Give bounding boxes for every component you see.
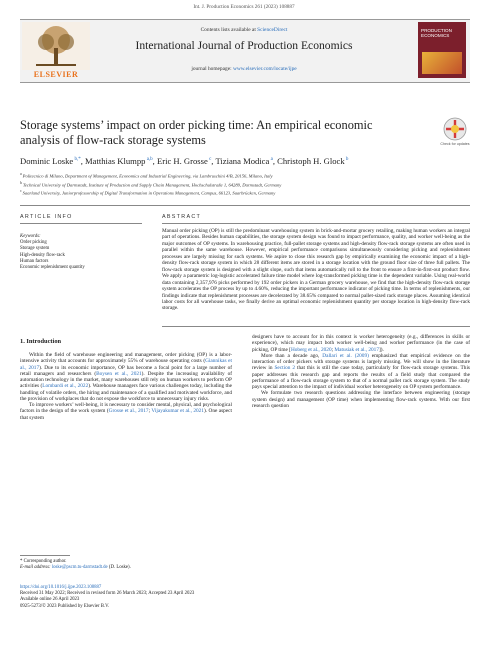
citation-link[interactable]: Dallari et al. (2009) <box>322 352 369 359</box>
journal-cover-image <box>418 22 466 78</box>
author-separator: , <box>211 156 216 166</box>
article-title: Storage systems’ impact on order picking time: An empirical economic analysis of flow-rack storage systems <box>20 118 373 147</box>
corresponding-author-note: * Corresponding author. <box>20 559 67 564</box>
paragraph-text: emphasized that empirical evidence on the interaction of order pickers with storage systems is largely missing. We will show in the literature review in <box>252 352 470 372</box>
author-affiliation-marker: b <box>344 157 349 163</box>
paragraph-text: More than a decade ago, <box>261 352 323 359</box>
homepage-prefix: journal homepage: <box>191 66 233 72</box>
citation-link[interactable]: Grosse et al., 2017 <box>108 408 149 415</box>
contents-prefix: Contents lists available at <box>200 27 258 33</box>
email-note <box>20 565 320 571</box>
paragraph-text: Within the field of warehouse engineering and management, order picking (OP) is a labor-intensive activity that accounts for approximately 55% of warehouse operating costs ( <box>20 352 232 365</box>
affiliation-list <box>20 171 470 197</box>
copyright-line: 0925-5273/© 2023 Published by Elsevier B.V. <box>20 603 110 609</box>
paragraph-text: ; <box>148 408 152 415</box>
keyword-item: High-density flow-rack <box>20 252 65 258</box>
email-prefix: E-mail address: <box>20 565 52 571</box>
paragraph-text: ; <box>331 346 335 353</box>
contents-availability <box>96 27 392 33</box>
paragraph-text: We formulate two research questions addressing the interface between engineering (storage system design) and management (OP time) when implementing flow-rack systems. With our first research question <box>252 390 470 409</box>
journal-homepage <box>96 66 392 72</box>
author-name[interactable]: Christoph H. Glock <box>277 156 345 166</box>
paragraph-text: designers have to account for in this context is worker heterogeneity (e.g., differences in skills or experience), which may impact both worker well-being and worker performance (in the case of picking, OP time [ <box>252 334 470 353</box>
journal-name: International Journal of Production Economics <box>135 39 353 52</box>
affiliation-item <box>20 188 470 197</box>
article-info-label: ARTICLE INFO <box>20 214 73 220</box>
affiliation-text: Technical University of Darmstadt, Institute of Production and Supply Chain Management, Hochschulstraße 1, 64289, Darmstadt, Germany <box>22 182 282 188</box>
body-column-left <box>20 352 232 421</box>
footnote-divider <box>20 555 70 556</box>
publisher-name: ELSEVIER <box>33 70 79 79</box>
affiliation-item <box>20 171 470 180</box>
paragraph-text: ). Despite the increasing availability of automation technology in the market, many warehouses still rely on human workers to perform OP activities ( <box>20 370 232 390</box>
paragraph-text: that this is still the case today, particularly for flow-rack storage systems. This paper addresses this research gap and reports the results of a field study that compared the performance of a flow-rack storage system to that of a normal pallet rack storage system. The study pays special attention to the impact of individual worker heterogeneity on OP system performance. <box>252 365 470 390</box>
paragraph-text: To improve workers’ well-being, it is necessary to consider mental, physical, and psychological factors in the design of the work system ( <box>20 402 232 415</box>
footnotes <box>20 559 320 571</box>
article-history <box>20 585 320 610</box>
citation-link[interactable]: Boysen et al., 2021 <box>96 370 142 377</box>
author-affiliation-marker: b,* <box>73 157 81 163</box>
author-affiliation-marker: a,b <box>145 157 153 163</box>
email-link[interactable]: loske@pscm.tu-darmstadt.de <box>51 565 108 571</box>
author-name[interactable]: Matthias Klumpp <box>85 156 146 166</box>
affiliation-text: Saarland University, Juniorprofessorship of Digital Transformation in Operations Management, Campus, 66123, Saarbrücken, Germany <box>22 191 276 196</box>
available-online: Available online 26 April 2023 <box>20 597 80 603</box>
citation-link[interactable]: Lombardi et al., 2022 <box>42 383 89 390</box>
citation-link[interactable]: Matusiak et al., 2017 <box>334 346 379 353</box>
keyword-item: Economic replenishment quantity <box>20 265 85 271</box>
paragraph-text: ). Due to its economic importance, OP has become a focal point for a large number of retail managers and researchers ( <box>20 364 232 377</box>
crossmark-label: Check for updates <box>440 142 470 146</box>
citation-link[interactable]: Section 2 <box>274 365 295 372</box>
doi-link[interactable]: https://doi.org/10.1016/j.ijpe.2023.108887 <box>20 585 102 590</box>
sciencedirect-link[interactable]: ScienceDirect <box>257 27 288 33</box>
introduction-heading: 1. Introduction <box>20 338 62 345</box>
author-separator: , <box>80 156 86 166</box>
keyword-item: Storage system <box>20 246 50 252</box>
citation-link[interactable]: Giannikas et al., 2017 <box>20 358 233 371</box>
homepage-link[interactable]: www.elsevier.com/locate/ijpe <box>232 66 297 72</box>
abstract-label: ABSTRACT <box>162 214 202 220</box>
author-affiliation-marker: c <box>207 157 212 163</box>
paragraph <box>252 334 470 353</box>
paragraph-text: ]). <box>378 346 384 353</box>
author-name[interactable]: Eric H. Grosse <box>156 156 208 166</box>
affiliation-marker: a <box>20 172 23 176</box>
cover-art <box>422 52 462 74</box>
citation-link[interactable]: Vijayakumar et al., 2021 <box>151 408 204 415</box>
affiliation-marker: b <box>20 180 23 185</box>
divider <box>20 223 142 224</box>
paragraph <box>20 402 232 421</box>
journal-reference: Int. J. Production Economics 261 (2023) 108887 <box>193 4 295 10</box>
author-list <box>20 156 470 166</box>
affiliation-text: Politecnico di Milano, Department of Management, Economics and Industrial Engineering, via Lambruschini 4/B, 20156, Milano, Italy <box>22 173 273 179</box>
paragraph <box>20 352 232 402</box>
divider <box>162 326 470 327</box>
author-name[interactable]: Tiziana Modica <box>215 156 270 166</box>
affiliation-item <box>20 180 470 189</box>
keywords-heading: Keywords: <box>20 234 41 239</box>
cover-title: PRODUCTION ECONOMICS <box>421 28 452 39</box>
keyword-list <box>20 234 142 271</box>
author-affiliation-marker: a <box>269 157 273 163</box>
divider <box>162 223 470 224</box>
keyword-item: Order picking <box>20 240 47 246</box>
keyword-item: Human factors <box>20 258 49 264</box>
paragraph <box>252 390 470 409</box>
paragraph-text: ). One aspect that system <box>20 408 233 421</box>
author-name[interactable]: Dominic Loske <box>20 156 74 166</box>
body-column-right <box>252 334 470 409</box>
author-separator: , <box>272 156 278 166</box>
paragraph <box>252 353 470 391</box>
citation-link[interactable]: Hoberg et al., 2020 <box>290 346 332 353</box>
received-dates: Received 31 May 2022; Received in revised form 26 March 2023; Accepted 23 April 2023 <box>20 591 195 597</box>
email-suffix: (D. Loske). <box>107 565 131 571</box>
affiliation-marker: c <box>20 189 23 194</box>
divider <box>20 205 470 206</box>
abstract-body: Manual order picking (OP) is still the predominant warehousing system in brick-and-mortar grocery retailing, making human workers an integral part of operations. Besides human capabilities, the storage system design was found to impact performance, quality, and worker well-being as the major outcomes of OP systems. In warehousing practice, full-pallet storage systems and high-density flow-rack storage systems are often used in parallel within the same warehouse. However, empirical performance comparisons simultaneously considering picking and replenishment processes are largely missing for such systems. We aspire to close this research gap by empirically examining the economic impact of a high-density flow-rack storage system in which 28 different items are stored in a storage location with the ground floor size of three full pallets. The flow-rack storage system is designed with a slight slope, such that items automatically roll to the front to ensure a first-in-first-out product flow. We apply a parametric log-logistic accelerated failure time model where log-transformed picking time is the dependent variable. Using real-world data containing 2,357,976 picks performed by 192 order pickers in a German grocery warehouse, we find that the high-density flow-rack storage system accelerates the OP process by up to 4.60%, reducing the important performance indicator of picking time. In terms of replenishments, our findings indicate that replenishment processes are decelerated by 38.65% compared to normal pallet-sized rack storage places. Assuming identical labor costs for all warehouse tasks, we finally derive an optimal economic replenishment quantity per storage location in high-density flow-rack storage. <box>162 228 470 312</box>
author-separator: , <box>152 156 157 166</box>
paragraph-text: ). Warehouse managers face various challenges today, including the handling of volatile orders, the hiring and maintenance of a qualified and motivated workforce, and the provision of workplaces that do not expose the workforce to unnecessary injury risks. <box>20 383 232 402</box>
